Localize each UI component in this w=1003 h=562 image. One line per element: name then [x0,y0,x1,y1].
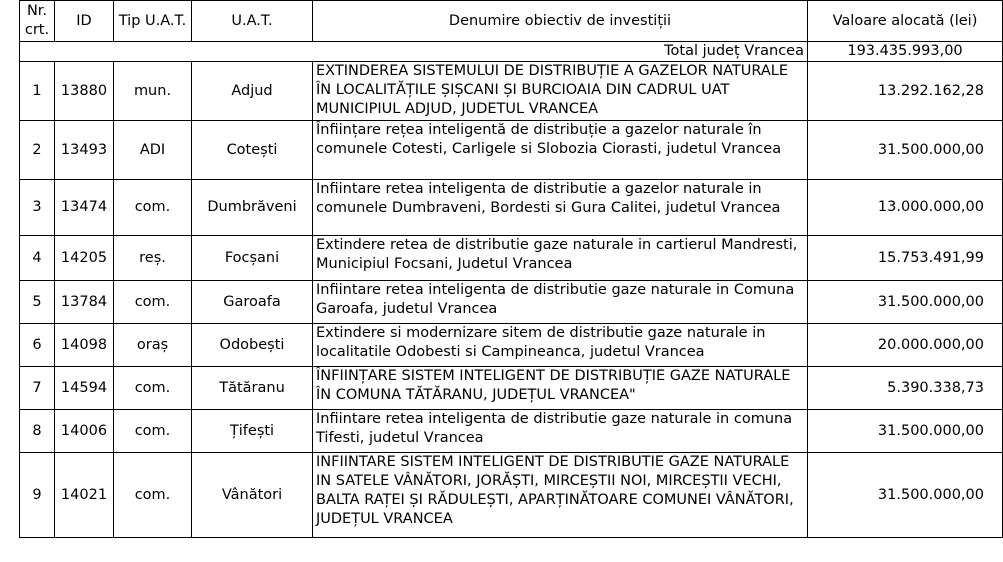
total-value: 193.435.993,00 [808,42,1003,62]
cell-uat: Vânători [192,453,313,538]
cell-nr: 7 [20,367,55,410]
cell-nr: 8 [20,410,55,453]
header-row [20,1,1003,42]
cell-objective: ÎNFIINȚARE SISTEM INTELIGENT DE DISTRIBUȚIE GAZE NATURALE ÎN COMUNA TĂTĂRANU, JUDEȚUL VRANCEA" [313,367,808,410]
cell-value: 5.390.338,73 [808,367,1003,410]
header-nr: Nr. crt. [20,1,55,42]
cell-id: 14098 [55,324,114,367]
header-objective: Denumire obiectiv de investiții [313,1,808,42]
cell-uat: Cotești [192,121,313,180]
cell-objective: INFIINTARE SISTEM INTELIGENT DE DISTRIBUTIE GAZE NATURALE IN SATELE VÂNĂTORI, JORĂȘTI, MIRCEȘTII NOI, MIRCEȘTII VECHI, BALTA RAȚEI ȘI RĂDULEȘTI, APARȚINĂTOARE COMUNEI VÂNĂTORI, JUDEȚUL VRANCEA [313,453,808,538]
cell-objective: Înființare rețea inteligentă de distribuție a gazelor naturale în comunele Cotesti, Carligele si Slobozia Ciorasti, judetul Vrancea [313,121,808,180]
cell-uat: Adjud [192,62,313,121]
cell-value: 20.000.000,00 [808,324,1003,367]
cell-uat: Tătăranu [192,367,313,410]
cell-value: 31.500.000,00 [808,410,1003,453]
cell-value: 31.500.000,00 [808,281,1003,324]
table-row [20,180,1003,236]
cell-nr: 5 [20,281,55,324]
cell-nr: 2 [20,121,55,180]
cell-tip: com. [114,180,192,236]
total-label: Total județ Vrancea [20,42,808,62]
cell-id: 13784 [55,281,114,324]
cell-id: 13493 [55,121,114,180]
cell-id: 14006 [55,410,114,453]
cell-id: 13474 [55,180,114,236]
cell-objective: Extindere si modernizare sitem de distributie gaze naturale in localitatile Odobesti si Campineanca, judetul Vrancea [313,324,808,367]
header-id: ID [55,1,114,42]
cell-value: 13.000.000,00 [808,180,1003,236]
cell-uat: Garoafa [192,281,313,324]
cell-tip: reș. [114,236,192,281]
table-row [20,236,1003,281]
table-row [20,453,1003,538]
header-tip: Tip U.A.T. [114,1,192,42]
cell-nr: 1 [20,62,55,121]
cell-objective: Infiintare retea inteligenta de distributie gaze naturale in Comuna Garoafa, judetul Vrancea [313,281,808,324]
cell-value: 31.500.000,00 [808,121,1003,180]
table-row [20,410,1003,453]
cell-nr: 9 [20,453,55,538]
cell-nr: 6 [20,324,55,367]
cell-tip: com. [114,367,192,410]
table-row [20,367,1003,410]
cell-uat: Odobești [192,324,313,367]
cell-id: 13880 [55,62,114,121]
header-value: Valoare alocată (lei) [808,1,1003,42]
cell-value: 13.292.162,28 [808,62,1003,121]
table-row [20,324,1003,367]
cell-nr: 3 [20,180,55,236]
header-uat: U.A.T. [192,1,313,42]
cell-objective: Infiintare retea inteligenta de distributie a gazelor naturale in comunele Dumbraveni, Bordesti si Gura Calitei, judetul Vrancea [313,180,808,236]
cell-value: 31.500.000,00 [808,453,1003,538]
cell-tip: oraș [114,324,192,367]
total-row [20,42,1003,62]
cell-uat: Dumbrăveni [192,180,313,236]
cell-nr: 4 [20,236,55,281]
table-row [20,121,1003,180]
cell-id: 14594 [55,367,114,410]
cell-uat: Țifești [192,410,313,453]
investment-table [19,0,1003,538]
cell-objective: Extindere retea de distributie gaze naturale in cartierul Mandresti, Municipiul Focsani, Judetul Vrancea [313,236,808,281]
cell-id: 14021 [55,453,114,538]
table-row [20,62,1003,121]
cell-uat: Focșani [192,236,313,281]
cell-tip: com. [114,281,192,324]
cell-tip: com. [114,453,192,538]
cell-objective: Infiintare retea inteligenta de distributie gaze naturale in comuna Tifesti, judetul Vrancea [313,410,808,453]
row-gutter [0,0,19,562]
cell-id: 14205 [55,236,114,281]
cell-tip: mun. [114,62,192,121]
cell-tip: ADI [114,121,192,180]
cell-tip: com. [114,410,192,453]
cell-value: 15.753.491,99 [808,236,1003,281]
table-row [20,281,1003,324]
cell-objective: EXTINDEREA SISTEMULUI DE DISTRIBUȚIE A GAZELOR NATURALE ÎN LOCALITĂȚILE ȘIȘCANI ȘI BURCIOAIA DIN CADRUL UAT MUNICIPIUL ADJUD, JUDETUL VRANCEA [313,62,808,121]
